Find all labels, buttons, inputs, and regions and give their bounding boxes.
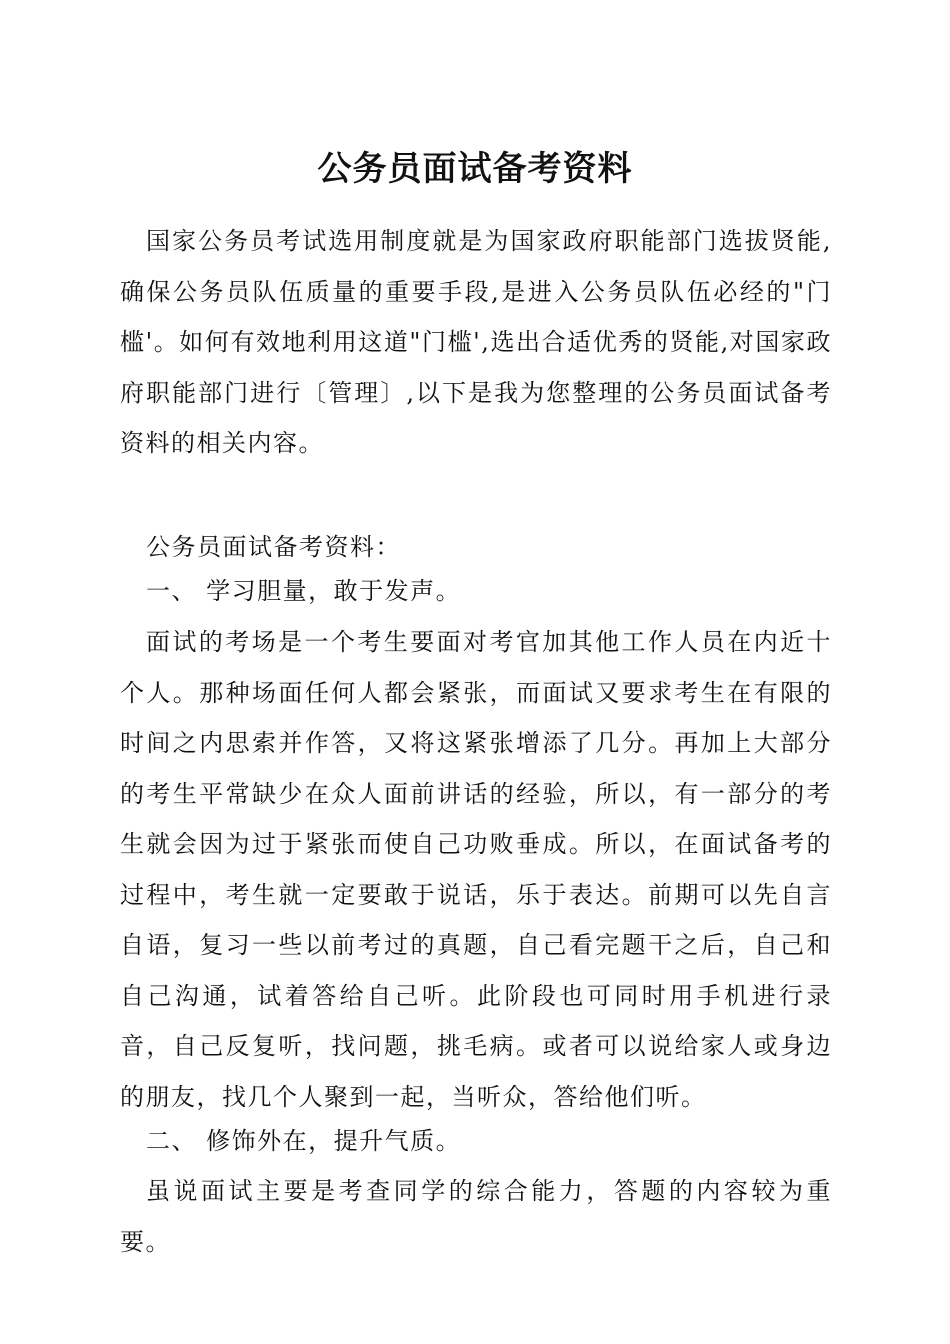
intro-paragraph: 国家公务员考试选用制度就是为国家政府职能部门选拔贤能,确保公务员队伍质量的重要手段,是进入公务员队伍必经的"门槛'。如何有效地利用这道"门槛',选出合适优秀的贤能,对国家政府职能部门进行〔管理〕,以下是我为您整理的公务员面试备考资料的相关内容。 xyxy=(120,227,832,457)
section-1-paragraph: 面试的考场是一个考生要面对考官加其他工作人员在内近十个人。那种场面任何人都会紧张，而面试又要求考生在有限的时间之内思索并作答，又将这紧张增添了几分。再加上大部分的考生平常缺少在众人面前讲话的经验，所以，有一部分的考生就会因为过于紧张而使自己功败垂成。所以，在面试备考的过程中，考生就一定要敢于说话，乐于表达。前期可以先自言自语，复习一些以前考过的真题，自己看完题干之后，自己和自己沟通，试着答给自己听。此阶段也可同时用手机进行录音，自己反复听，找问题，挑毛病。或者可以说给家人或身边的朋友，找几个人聚到一起，当听众，答给他们听。 xyxy=(120,628,832,1111)
section-2-heading: 二、 修饰外在，提升气质。 xyxy=(146,1127,462,1155)
list-heading: 公务员面试备考资料： xyxy=(146,533,401,561)
section-2-paragraph: 虽说面试主要是考查同学的综合能力，答题的内容较为重要。 xyxy=(120,1177,832,1256)
section-1-heading: 一、 学习胆量，敢于发声。 xyxy=(146,577,462,605)
document-title: 公务员面试备考资料 xyxy=(317,149,633,189)
